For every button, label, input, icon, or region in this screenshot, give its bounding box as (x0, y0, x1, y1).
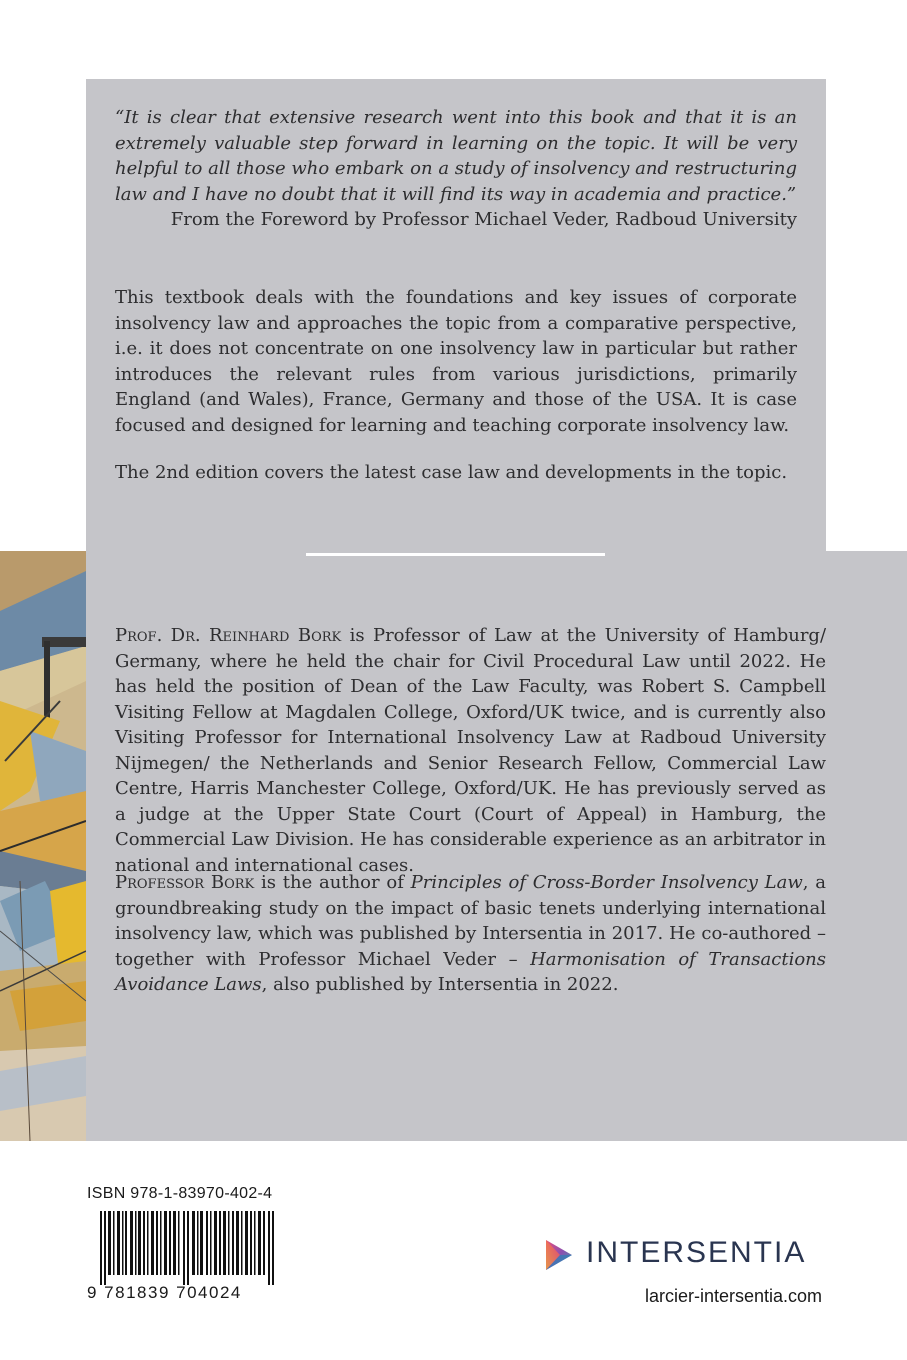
painting-illustration (0, 551, 86, 1141)
publisher-name: INTERSENTIA (586, 1236, 807, 1269)
barcode-digits: 9 781839 704024 (87, 1283, 242, 1302)
author-works-text: , a groundbreaking study on the impact of basic tenets underlying international insolvency law, which was published by Intersentia in 2017. He co-authored – together with Professor Michael Veder – (115, 872, 826, 970)
barcode (100, 1211, 276, 1289)
author-works (115, 870, 826, 998)
author-bio (115, 623, 826, 878)
foreword-quote: “It is clear that extensive research went into this book and that it is an extremely valuable step forward in learning on the topic. It will be very helpful to all those who embark on a study of insolvency and restructuring law and I have no doubt that it will find its way in academia and practice.” (115, 107, 797, 205)
description-paragraph: This textbook deals with the foundations and key issues of corporate insolvency law and approaches the topic from a comparative perspective, i.e. it does not concentrate on one insolvency law in particular but rather introduces the relevant rules from various jurisdictions, primarily England (and Wales), France, Germany and those of the USA. It is case focused and designed for learning and teaching corporate insolvency law. (115, 287, 797, 436)
author-works-text: , also published by Intersentia in 2022. (261, 974, 619, 995)
cover-artwork-strip (0, 551, 86, 1141)
isbn-label: ISBN 978-1-83970-402-4 (87, 1185, 273, 1202)
edition-note: The 2nd edition covers the latest case law and developments in the topic. (115, 462, 788, 483)
divider-rule (306, 553, 605, 556)
publisher-website[interactable]: larcier-intersentia.com (645, 1286, 823, 1306)
author-works-text: is the author of (254, 872, 411, 893)
author-bio-text: is Professor of Law at the University of Hamburg/ Germany, where he held the chair for Civil Procedural Law until 2022. He has held the position of Dean of the Law Faculty, was Robert S. Campbell Visiting Fellow at Magdalen College, Oxford/UK twice, and is currently also Visiting Professor for International Insolvency Law at Radboud University Nijmegen/ the Netherlands and Senior Research Fellow, Commercial Law Centre, Harris Manchester College, Oxford/UK. He has previously served as a judge at the Upper State Court (Court of Appeal) in Hamburg, the Commercial Law Division. He has considerable experience as an arbitrator in national and international cases. (115, 625, 827, 876)
quote-attribution: From the Foreword by Professor Michael Veder, Radboud University (170, 209, 797, 230)
intersentia-logo-icon (540, 1236, 578, 1274)
author-name: Prof. Dr. Reinhard Bork (115, 625, 342, 646)
book-title-harmonisation: Harmonisation of Transactions Avoidance Laws (115, 948, 826, 995)
barcode-bars (100, 1211, 276, 1285)
author-name-short: Professor Bork (115, 872, 255, 893)
book-title-principles: Principles of Cross-Border Insolvency Law (410, 872, 803, 893)
